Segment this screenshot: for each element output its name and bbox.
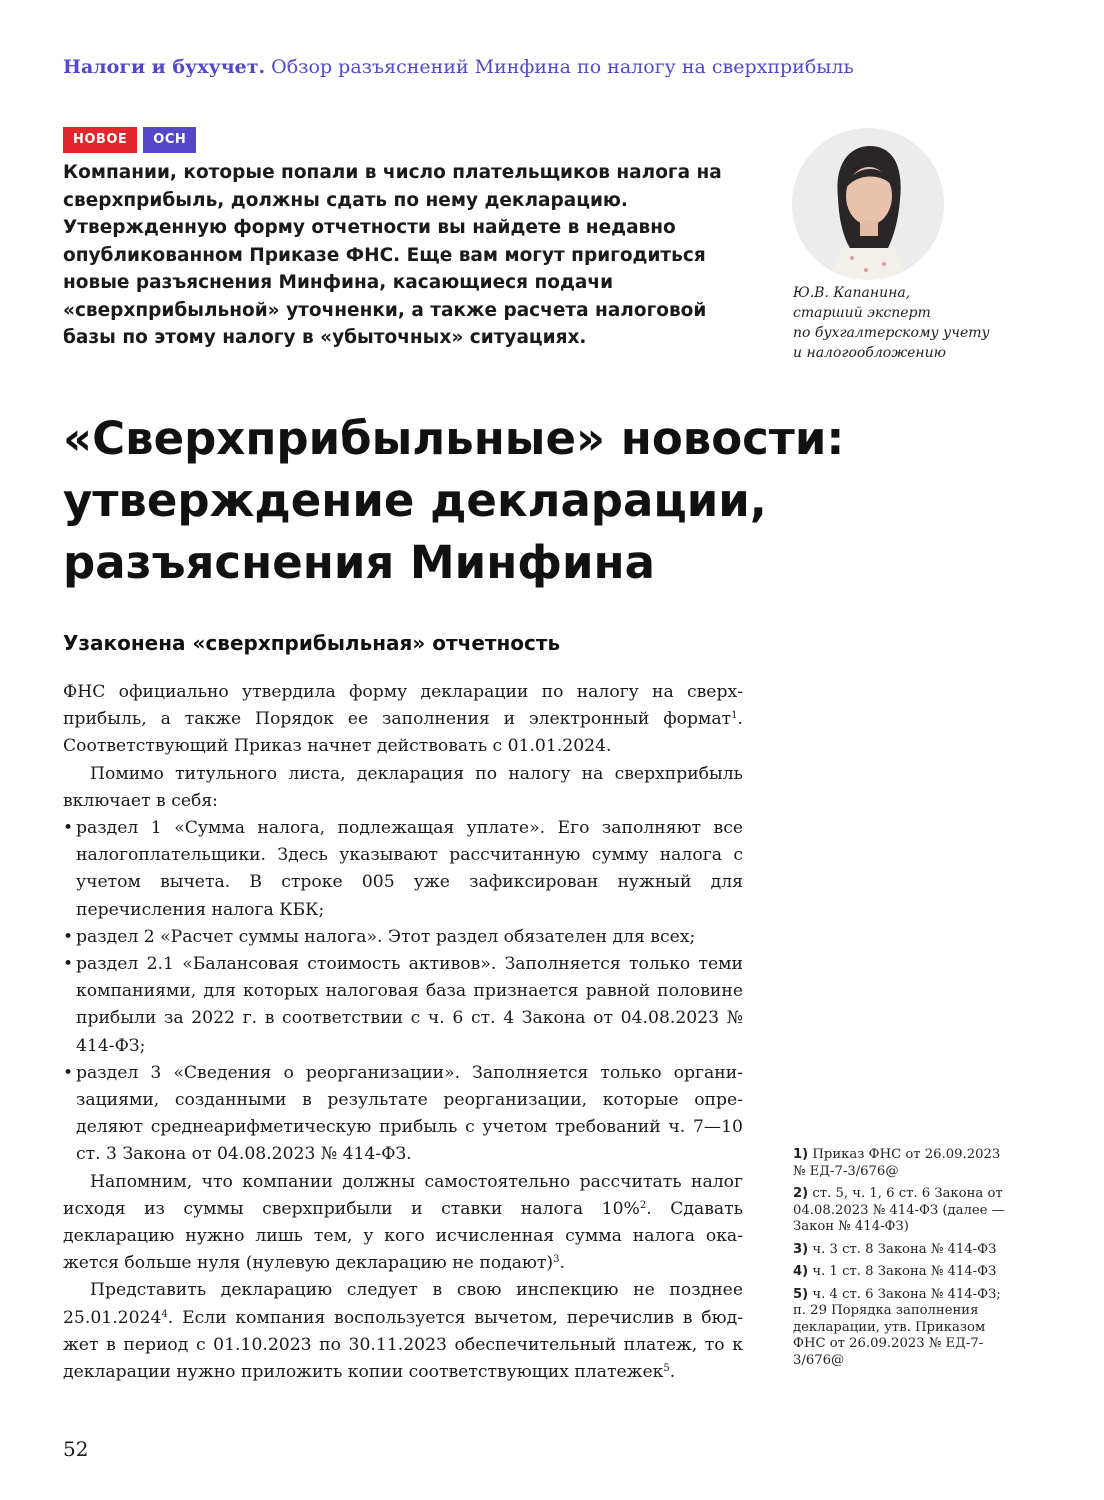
text-run: .	[559, 1253, 565, 1274]
rubric-tags	[63, 127, 196, 153]
footnote-number: 4)	[793, 1264, 809, 1279]
list-item: • раздел 2.1 «Балансовая стоимость активов». Заполняется только теми компаниями, для которых налоговая база признается равной половине прибыли за 2022 г. в соответствии с ч. 6 ст. 4 Закона от 04.08.2023 № 414-ФЗ;	[63, 951, 743, 1060]
article-headline	[63, 408, 1023, 594]
text-run: . Соответствующий Приказ начнет действовать с 01.01.2024.	[63, 709, 743, 757]
footnote-ref: 2	[639, 1199, 647, 1211]
footnote	[793, 1186, 1008, 1236]
author-role-line: и налогообложению	[793, 345, 946, 361]
author-caption	[793, 283, 990, 363]
footnote	[793, 1242, 1008, 1259]
headline-line: «Сверхприбыльные» новости:	[63, 412, 845, 465]
footnote-number: 2)	[793, 1186, 809, 1201]
footnote-text: Приказ ФНС от 26.09.2023 № ЕД-7-3/676@	[793, 1147, 1001, 1179]
running-head-title: Обзор разъяснений Минфина по налогу на сверхприбыль	[271, 56, 854, 78]
footnote-text: ст. 5, ч. 1, 6 ст. 6 Закона от 04.08.2023 № 414-ФЗ (далее — Закон № 414-ФЗ)	[793, 1186, 1005, 1234]
footnote-ref: 5	[663, 1363, 670, 1375]
body-paragraph	[63, 1277, 743, 1386]
section-list	[63, 815, 743, 1169]
footnote-text: ч. 3 ст. 8 Закона № 414-ФЗ	[812, 1241, 997, 1257]
footnote	[793, 1147, 1008, 1180]
body-paragraph	[63, 1169, 743, 1278]
body-paragraph: Помимо титульного листа, декларация по налогу на сверхприбыль включает в себя:	[63, 763, 743, 811]
footnote-number: 5)	[793, 1286, 809, 1302]
footnote-ref: 1	[731, 710, 738, 722]
list-item: • раздел 2 «Расчет суммы налога». Этот раздел обязателен для всех;	[63, 924, 743, 951]
footnote-text: ч. 1 ст. 8 Закона № 414-ФЗ	[812, 1264, 997, 1279]
footnote-number: 3)	[793, 1241, 809, 1257]
running-head-section: Налоги и бухучет.	[63, 56, 266, 78]
list-item: • раздел 1 «Сумма налога, подлежащая уплате». Его заполняют все налогоплательщики. Здесь указывают рассчитанную сумму налога с учетом вычета. В строке 005 уже зафиксирован нужный для перечисления налога КБК;	[63, 815, 743, 924]
headline-line: разъяснения Минфина	[63, 536, 655, 589]
footnote-ref: 3	[553, 1254, 560, 1266]
text-run: Напомним, что компании должны самостоятельно рассчитать налог исходя из суммы сверхприбыли и ставки налога 10%	[63, 1171, 743, 1219]
text-run: ФНС официально утвердила форму декларации по налогу на сверхприбыль, а также Порядок ее заполнения и электронный формат	[63, 682, 743, 730]
body-paragraph	[63, 679, 743, 761]
text-run: .	[669, 1362, 676, 1383]
footnote-text: ч. 4 ст. 6 Закона № 414-ФЗ; п. 29 Порядка заполнения декларации, утв. Приказом ФНС от 26.09.2023 № ЕД-7-3/676@	[793, 1286, 1001, 1368]
footnote-ref: 4	[161, 1308, 168, 1320]
author-portrait-icon	[792, 128, 944, 280]
tag-osn: ОСН	[143, 127, 196, 153]
text-run: . Сдавать декларацию нужно лишь тем, у кого исчисленная сумма налога окажется больше нуля (нулевую декларацию не подают)	[63, 1198, 743, 1274]
author-name: Ю.В. Капанина,	[793, 285, 911, 301]
footnote	[793, 1264, 1008, 1281]
article-body	[63, 679, 743, 1386]
footnote-number: 1)	[793, 1147, 809, 1162]
list-item: • раздел 3 «Сведения о реорганизации». Заполняется только организациями, созданными в результате реорганизации, которые определяют среднеарифметическую прибыль с учетом требований ч. 7—10 ст. 3 Закона от 04.08.2023 № 414-ФЗ.	[63, 1060, 743, 1169]
running-head	[63, 56, 1023, 78]
footnote	[793, 1287, 1008, 1370]
text-run: . Если компания воспользуется вычетом, перечислив в бюджет в период с 01.10.2023 по 30.11.2023 обеспечительный платеж, то к декларации нужно приложить копии соответствующих платежек	[63, 1307, 743, 1383]
tag-new: НОВОЕ	[63, 127, 137, 153]
lead-paragraph: Компании, которые попали в число плательщиков налога на сверхприбыль, должны сдать по нему декларацию. Утвержденную форму отчетности вы найдете в недавно опубликованном Приказе ФНС. Еще вам могут пригодиться новые разъяснения Минфина, касающиеся подачи «сверхприбыльной» уточненки, а также расчета налоговой базы по этому налогу в «убыточных» ситуациях.	[63, 162, 722, 348]
section-subheading: Узаконена «сверхприбыльная» отчетность	[63, 631, 561, 655]
text-run: Представить декларацию следует в свою инспекцию не позднее 25.01.2024	[63, 1280, 743, 1328]
author-photo	[792, 128, 944, 280]
page-number: 52	[63, 1437, 89, 1461]
headline-line: утверждение декларации,	[63, 474, 767, 527]
author-role-line: старший эксперт	[793, 305, 931, 321]
author-role-line: по бухгалтерскому учету	[793, 325, 990, 341]
footnotes	[793, 1147, 1008, 1375]
